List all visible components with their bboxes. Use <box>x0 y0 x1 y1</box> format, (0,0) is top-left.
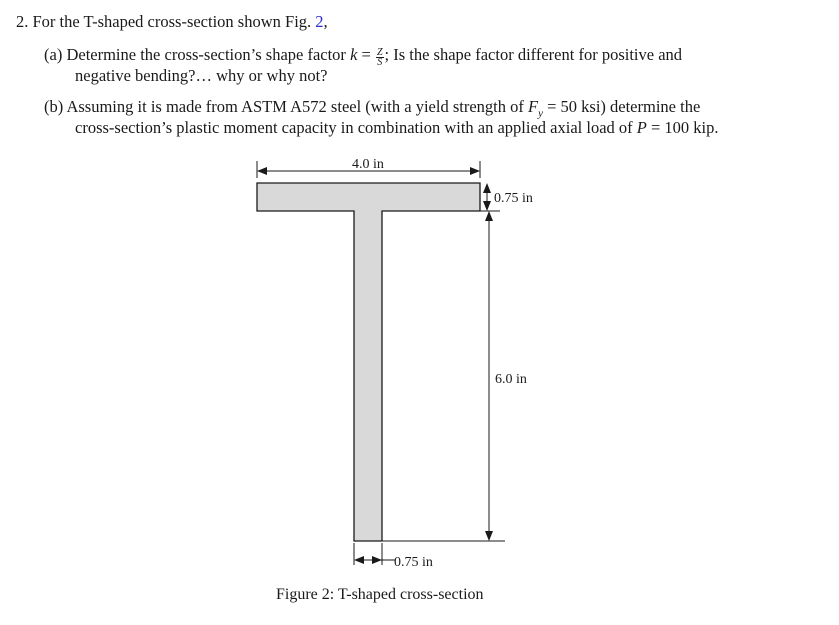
part-a-text: Determine the cross-section’s shape factor <box>66 45 346 64</box>
part-a-label: (a) <box>44 45 63 64</box>
part-b-text2: cross-section’s plastic moment capacity in combination with an applied axial load of <box>75 118 633 137</box>
figure-reference-link[interactable]: 2 <box>315 12 324 31</box>
var-P: P <box>636 118 647 137</box>
question-number: 2. <box>16 12 29 31</box>
flange-thickness-label: 0.75 in <box>494 191 533 206</box>
part-b-text: Assuming it is made from ASTM A572 steel (with a yield strength of <box>66 97 524 116</box>
part-a-line2: negative bending?… why or why not? <box>75 66 328 85</box>
var-k: k <box>350 45 358 64</box>
web-thickness-label: 0.75 in <box>394 555 433 570</box>
part-b-text-eq: = 50 ksi) determine the <box>547 97 701 116</box>
question-stem: For the T-shaped cross-section shown Fig. <box>32 12 312 31</box>
frac-numerator: Z <box>376 47 383 58</box>
var-F-sub: y <box>538 107 543 120</box>
web-thickness-dimension <box>354 543 395 565</box>
frac-denominator: S <box>377 57 383 68</box>
figure-caption: Figure 2: T-shaped cross-section <box>276 586 484 603</box>
t-cross-section <box>257 183 480 541</box>
flange-width-label: 4.0 in <box>352 157 384 172</box>
part-b-text2-end: = 100 kip. <box>650 118 719 137</box>
var-F: F <box>527 97 539 116</box>
web-height-label: 6.0 in <box>495 372 527 387</box>
part-b-label: (b) <box>44 97 64 116</box>
equals-sign: = <box>361 45 371 64</box>
part-a-text-cont: ; Is the shape factor different for positive and <box>384 45 683 64</box>
web-height-dimension <box>382 212 505 541</box>
question-stem-end: , <box>323 12 328 31</box>
